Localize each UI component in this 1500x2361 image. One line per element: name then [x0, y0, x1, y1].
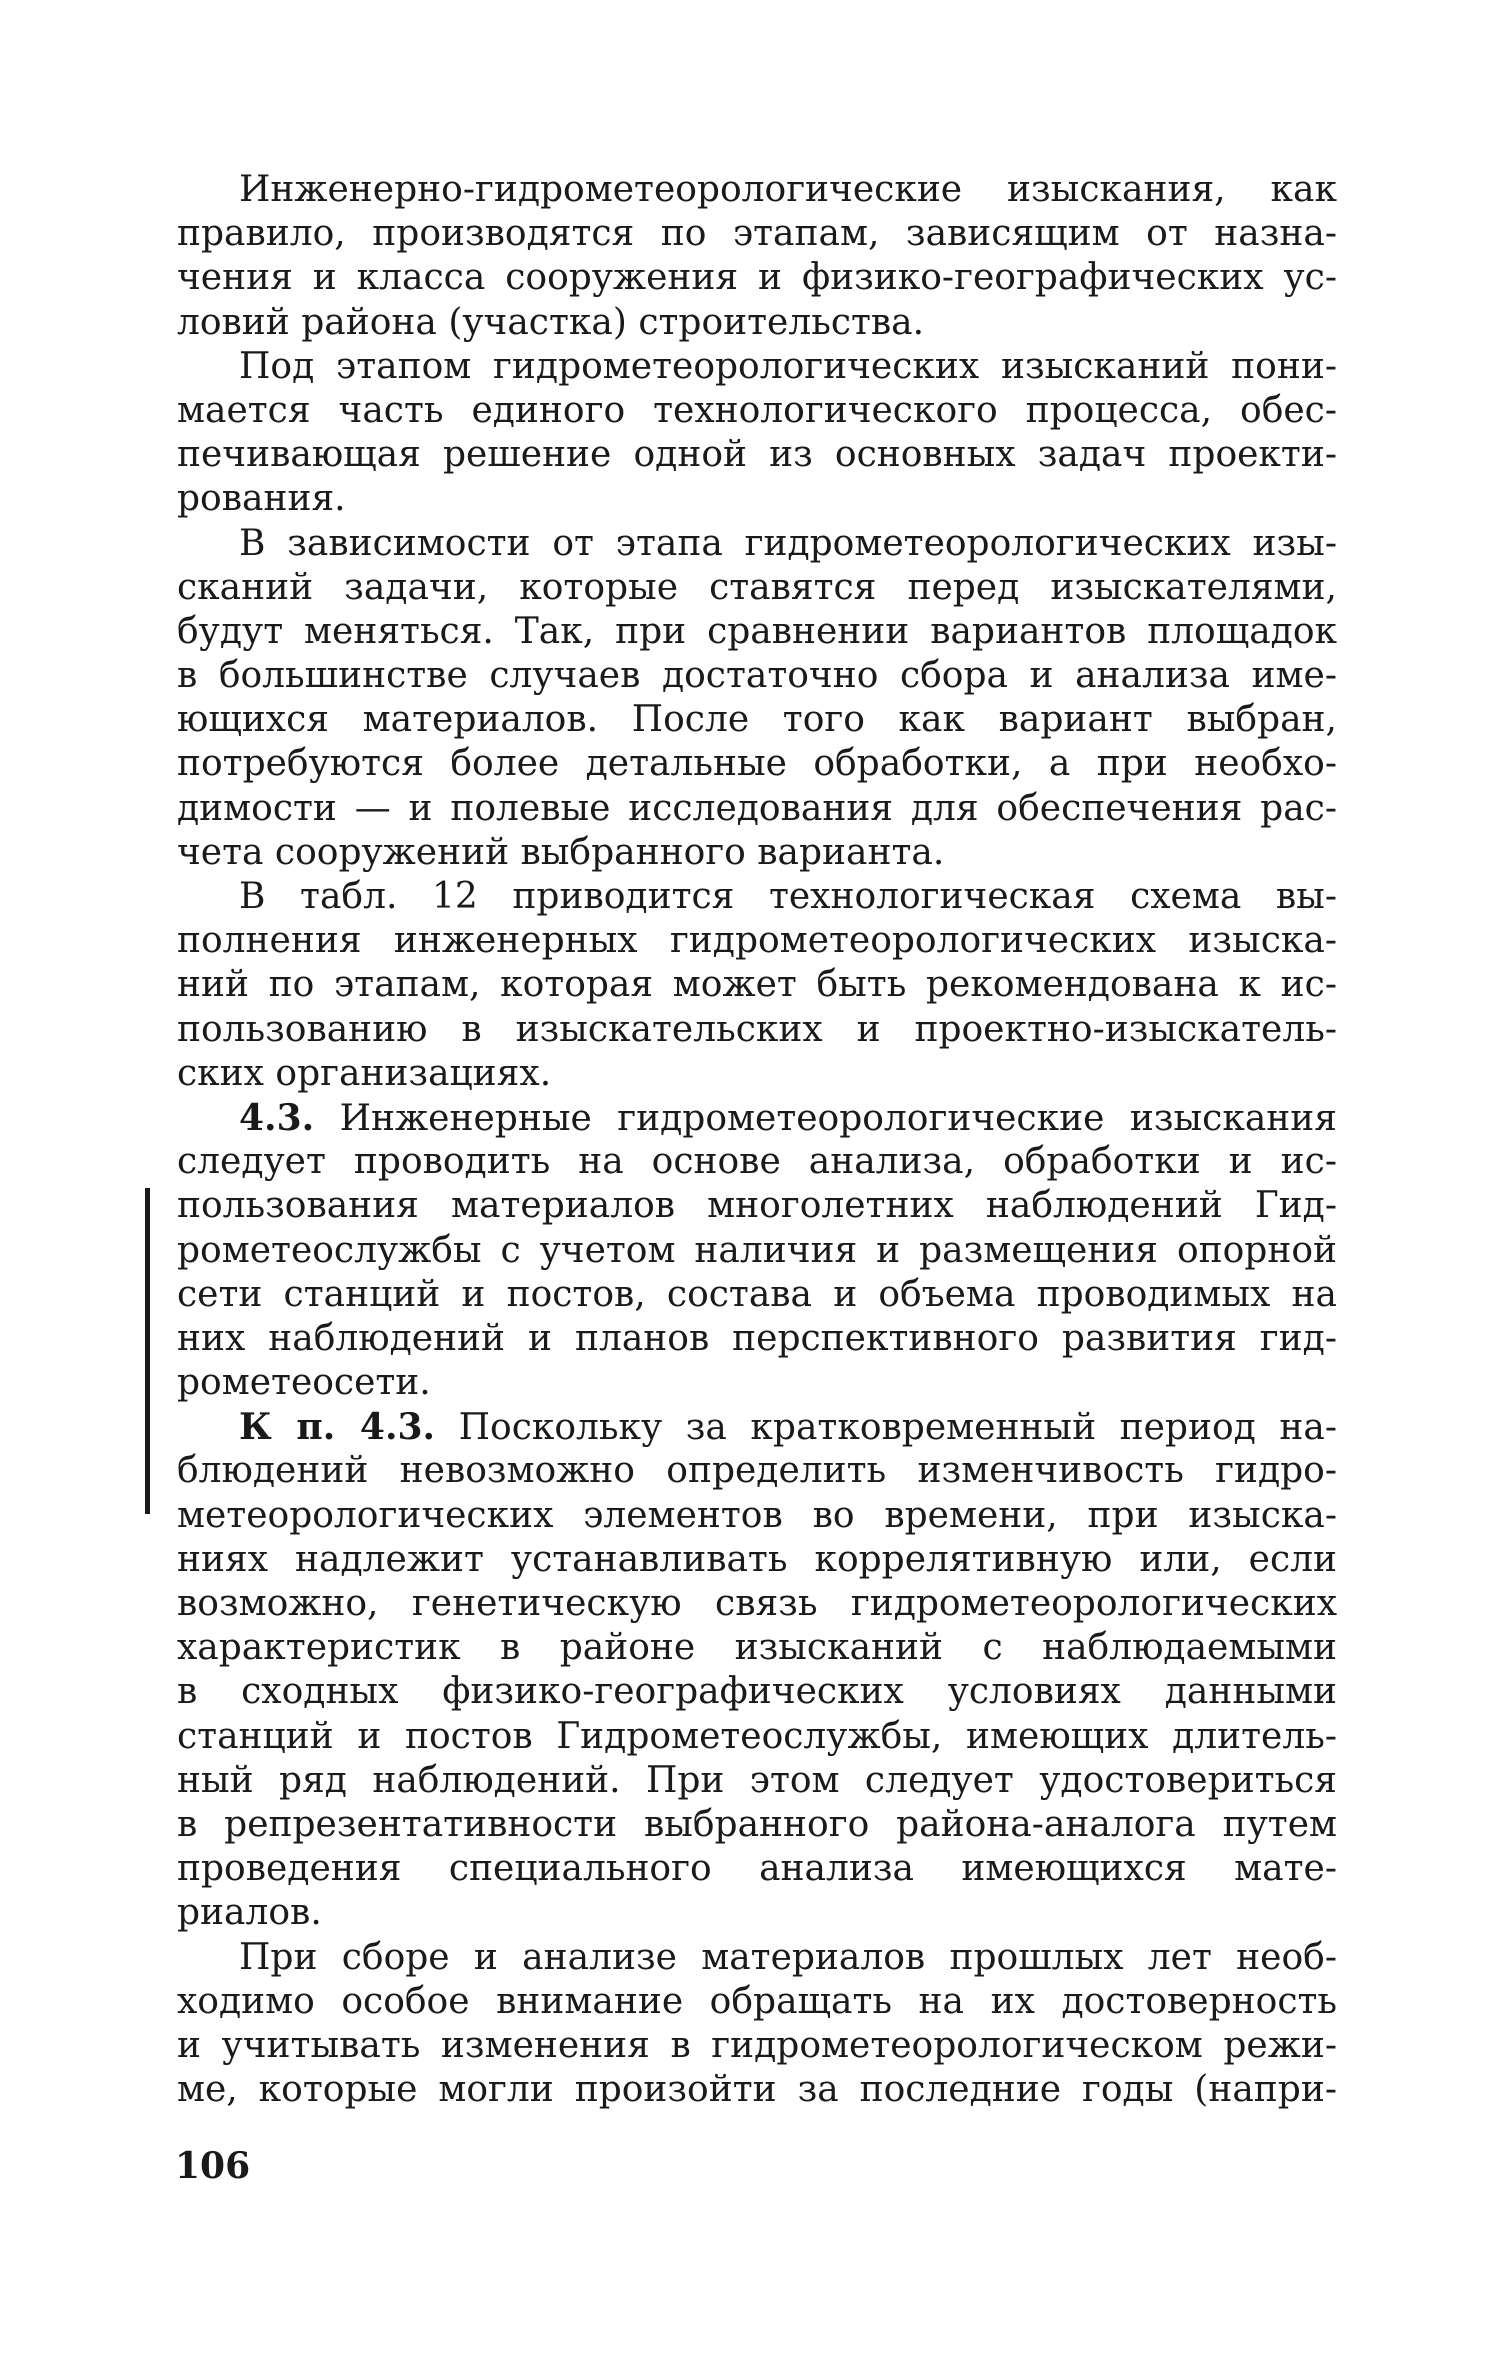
- text-line: печивающая решение одной из основных задач проекти-: [177, 434, 1337, 476]
- text-line: ющихся материалов. После того как вариант выбран,: [177, 699, 1337, 741]
- text-line: сети станций и постов, состава и объема проводимых на: [177, 1273, 1337, 1315]
- text-line: рометеослужбы с учетом наличия и размещения опорной: [177, 1229, 1337, 1271]
- text-line: чения и класса сооружения и физико-географических ус-: [177, 257, 1337, 299]
- text-line: в репрезентативности выбранного района-аналога путем: [177, 1803, 1337, 1845]
- paragraph-1: [177, 168, 1337, 345]
- text-line: правило, производятся по этапам, зависящим от назна-: [177, 213, 1337, 255]
- text-line: потребуются более детальные обработки, а при необхо-: [177, 743, 1337, 785]
- text-line: проведения специального анализа имеющихся мате-: [177, 1848, 1337, 1890]
- commentary-first-line: Поскольку за кратковременный период на-: [435, 1407, 1337, 1449]
- text-line: следует проводить на основе анализа, обработки и ис-: [177, 1141, 1337, 1183]
- text-line: рования.: [177, 478, 346, 520]
- text-line: чета сооружений выбранного варианта.: [177, 831, 945, 873]
- page-number: 106: [175, 2145, 251, 2187]
- text-line: характеристик в районе изысканий с наблюдаемыми: [177, 1627, 1337, 1669]
- paragraph-4: [177, 875, 1337, 1096]
- text-line: и учитывать изменения в гидрометеорологическом режи-: [177, 2024, 1337, 2066]
- text-line: [177, 1096, 1337, 1140]
- text-line: станций и постов Гидрометеослужбы, имеющих длитель-: [177, 1715, 1337, 1757]
- text-line: пользованию в изыскательских и проектно-изыскатель-: [177, 1008, 1337, 1050]
- paragraph-7: [177, 1936, 1337, 2113]
- text-line: полнения инженерных гидрометеорологических изыска-: [177, 920, 1337, 962]
- text-line: возможно, генетическую связь гидрометеорологических: [177, 1583, 1337, 1624]
- paragraph-2: [177, 345, 1337, 522]
- text-line: При сборе и анализе материалов прошлых лет необ-: [239, 1936, 1337, 1978]
- text-line: пользования материалов многолетних наблюдений Гид-: [177, 1185, 1337, 1227]
- text-line: [177, 1405, 1337, 1449]
- text-line: димости — и полевые исследования для обеспечения рас-: [177, 787, 1337, 829]
- text-line: ний по этапам, которая может быть рекомендована к ис-: [177, 964, 1337, 1006]
- text-line: сканий задачи, которые ставятся перед изыскателями,: [177, 566, 1337, 608]
- text-line: в большинстве случаев достаточно сбора и анализа име-: [177, 655, 1337, 697]
- clause-first-line: Инженерные гидрометеорологические изыскания: [314, 1097, 1337, 1139]
- text-line: ловий района (участка) строительства.: [177, 301, 925, 343]
- text-line: будут меняться. Так, при сравнении вариантов площадок: [177, 610, 1337, 652]
- text-line: мается часть единого технологического процесса, обес-: [177, 389, 1337, 431]
- text-line: ный ряд наблюдений. При этом следует удостовериться: [177, 1759, 1337, 1801]
- text-line: В табл. 12 приводится технологическая схема вы-: [239, 876, 1337, 917]
- text-line: ниях надлежит устанавливать коррелятивную или, если: [177, 1538, 1337, 1580]
- text-line: риалов.: [177, 1892, 322, 1934]
- paragraph-clause-4-3: [177, 1096, 1337, 1405]
- text-line: в сходных физико-географических условиях данными: [177, 1671, 1337, 1713]
- text-line: метеорологических элементов во времени, при изыска-: [177, 1494, 1337, 1536]
- text-line: них наблюдений и планов перспективного развития гид-: [177, 1317, 1337, 1359]
- paragraph-3: [177, 522, 1337, 876]
- text-line: Под этапом гидрометеорологических изысканий пони-: [239, 345, 1337, 387]
- text-line: блюдений невозможно определить изменчивость гидро-: [177, 1450, 1337, 1492]
- commentary-label: К п. 4.3.: [239, 1406, 436, 1449]
- text-line: ских организациях.: [177, 1052, 552, 1094]
- paragraph-commentary-4-3: [177, 1405, 1337, 1935]
- text-line: Инженерно-гидрометеорологические изыскания, как: [239, 169, 1337, 210]
- text-line: В зависимости от этапа гидрометеорологических изы-: [239, 522, 1337, 564]
- text-line: ме, которые могли произойти за последние годы (напри-: [177, 2069, 1337, 2111]
- clause-number: 4.3.: [239, 1096, 315, 1139]
- text-line: рометеосети.: [177, 1362, 431, 1404]
- text-line: ходимо особое внимание обращать на их достоверность: [177, 1980, 1337, 2022]
- page-body: [177, 168, 1337, 2112]
- margin-change-bar: [145, 1188, 150, 1514]
